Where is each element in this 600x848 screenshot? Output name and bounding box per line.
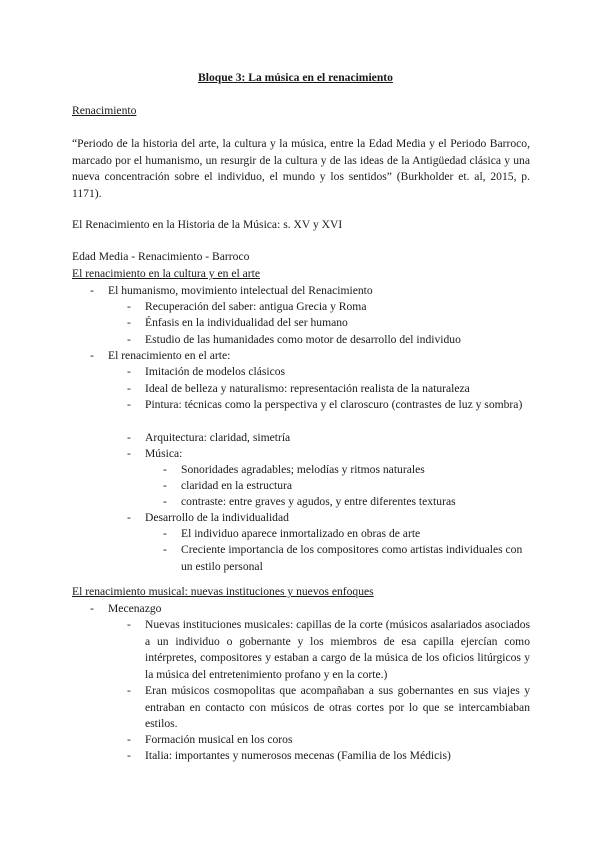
humanism-subitem: Estudio de las humanidades como motor de desarrollo del individuo xyxy=(145,333,461,346)
bullet-dash: - xyxy=(127,333,131,346)
bullet-dash: - xyxy=(127,431,131,444)
bullet-dash: - xyxy=(127,511,131,524)
bullet-dash: - xyxy=(127,300,131,313)
art-subitem: Imitación de modelos clásicos xyxy=(145,365,286,378)
patronage-item: Mecenazgo xyxy=(108,602,162,615)
bullet-dash: - xyxy=(163,479,167,492)
music-subitem: claridad en la estructura xyxy=(181,479,293,492)
bullet-dash: - xyxy=(163,543,167,556)
definition-quote: “Periodo de la historia del arte, la cultura y la música, entre la Edad Media y el Periodo Barroco, marcado por el humanismo, un resurgir de la cultura y de las ideas de la Antigüedad clásica y una nueva concentración sobre el individuo, el mundo y los sentidos” (Burkholder et. al, 2015, p. 1171). xyxy=(72,137,530,200)
individuality-subitem: Creciente importancia de los compositores como artistas individuales con un estilo personal xyxy=(181,543,523,573)
bullet-dash: - xyxy=(127,733,131,746)
bullet-dash: - xyxy=(127,365,131,378)
humanism-subitem: Recuperación del saber: antigua Grecia y Roma xyxy=(145,300,367,313)
section-heading-renacimiento: Renacimiento xyxy=(72,104,137,117)
music-item: Música: xyxy=(145,447,183,460)
bullet-dash: - xyxy=(127,382,131,395)
art-subitem: Ideal de belleza y naturalismo: representación realista de la naturaleza xyxy=(145,382,470,395)
patronage-subitem: Formación musical en los coros xyxy=(145,733,293,746)
patronage-subitem: Eran músicos cosmopolitas que acompañaban a sus gobernantes en sus viajes y entraban en contacto con músicos de otras cortes por lo que se intercambiaban estilos. xyxy=(145,684,530,730)
bullet-dash: - xyxy=(127,316,131,329)
bullet-dash: - xyxy=(90,602,94,615)
individuality-item: Desarrollo de la individualidad xyxy=(145,511,289,524)
art-subitem: Pintura: técnicas como la perspectiva y el claroscuro (contrastes de luz y sombra) xyxy=(145,398,523,411)
music-subitem: Sonoridades agradables; melodías y ritmos naturales xyxy=(181,463,425,476)
patronage-subitem: Italia: importantes y numerosos mecenas (Familia de los Médicis) xyxy=(145,749,451,762)
patronage-subitem: Nuevas instituciones musicales: capillas de la corte (músicos asalariados asociados a un individuo o gobernante y los miembros de esa capilla ejercían como intérpretes, compositores y estaban a cargo de la música de los oficios litúrgicos y la música del entretenimiento profano y en la corte.) xyxy=(145,618,530,681)
section-heading-musical-renaissance: El renacimiento musical: nuevas instituciones y nuevos enfoques xyxy=(72,585,374,598)
bullet-dash: - xyxy=(127,447,131,460)
bullet-dash: - xyxy=(127,398,131,411)
bullet-dash: - xyxy=(127,618,131,631)
bullet-dash: - xyxy=(90,284,94,297)
bullet-dash: - xyxy=(127,684,131,697)
bullet-dash: - xyxy=(163,495,167,508)
art-item: El renacimiento en el arte: xyxy=(108,349,231,362)
bullet-dash: - xyxy=(90,349,94,362)
bullet-dash: - xyxy=(163,527,167,540)
bullet-dash: - xyxy=(163,463,167,476)
eras-line: Edad Media - Renacimiento - Barroco xyxy=(72,250,250,263)
bullet-dash: - xyxy=(127,749,131,762)
music-subitem: contraste: entre graves y agudos, y entre diferentes texturas xyxy=(181,495,456,508)
art-subitem: Arquitectura: claridad, simetría xyxy=(145,431,291,444)
period-line: El Renacimiento en la Historia de la Música: s. XV y XVI xyxy=(72,218,343,231)
humanism-item: El humanismo, movimiento intelectual del Renacimiento xyxy=(108,284,373,297)
document-title: Bloque 3: La música en el renacimiento xyxy=(198,71,393,84)
individuality-subitem: El individuo aparece inmortalizado en obras de arte xyxy=(181,527,421,540)
section-heading-culture-art: El renacimiento en la cultura y en el arte xyxy=(72,267,260,280)
humanism-subitem: Énfasis en la individualidad del ser humano xyxy=(145,316,348,329)
